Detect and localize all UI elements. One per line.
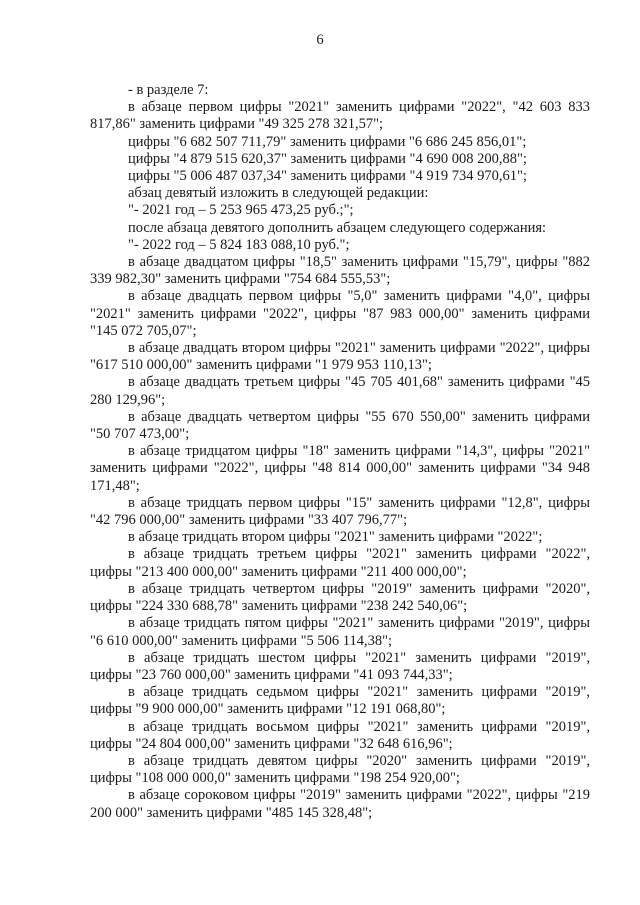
paragraph: цифры "6 682 507 711,79" заменить цифрами "6 686 245 856,01"; [128,133,527,150]
paragraph: в абзаце тридцать шестом цифры "2021" заменить цифрами "2019", цифры "23 760 000,00" заменить цифрами "41 093 744,33"; [90,649,590,683]
paragraph: в абзаце тридцать пятом цифры "2021" заменить цифрами "2019", цифры "6 610 000,00" заменить цифрами "5 506 114,38"; [90,615,590,649]
paragraph: после абзаца девятого дополнить абзацем следующего содержания: [128,219,547,236]
paragraph-section-heading: - в разделе 7: [128,82,209,98]
paragraph: в абзаце тридцать восьмом цифры "2021" заменить цифрами "2019", цифры "24 804 000,00" заменить цифрами "32 648 616,96"; [90,718,590,752]
paragraph: в абзаце тридцать четвертом цифры "2019" заменить цифрами "2020", цифры "224 330 688,78" заменить цифрами "238 242 540,06"; [90,580,590,615]
paragraph: в абзаце тридцатом цифры "18" заменить цифрами "14,3", цифры "2021" заменить цифрами "2022", цифры "48 814 000,00" заменить цифрами "34 948 171,48"; [90,443,590,494]
paragraph: "- 2022 год – 5 824 183 088,10 руб."; [128,236,350,253]
paragraph: в абзаце двадцатом цифры "18,5" заменить цифрами "15,79", цифры "882 339 982,30" заменить цифрами "754 684 555,53"; [90,254,590,288]
paragraph: в абзаце тридцать втором цифры "2021" заменить цифрами "2022"; [128,529,543,546]
paragraph: "- 2021 год – 5 253 965 473,25 руб.;"; [128,202,354,219]
paragraph: абзац девятый изложить в следующей редакции: [128,185,429,202]
page-number: 6 [316,32,324,48]
paragraph: в абзаце двадцать четвертом цифры "55 670 550,00" заменить цифрами "50 707 473,00"; [90,408,590,443]
document-body [90,82,590,822]
paragraph: в абзаце тридцать девятом цифры "2020" заменить цифрами "2019", цифры "108 000 000,0" заменить цифрами "198 254 920,00"; [90,752,590,787]
paragraph: в абзаце двадцать третьем цифры "45 705 401,68" заменить цифрами "45 280 129,96"; [90,374,590,408]
paragraph: в абзаце тридцать первом цифры "15" заменить цифрами "12,8", цифры "42 796 000,00" заменить цифрами "33 407 796,77"; [90,494,590,529]
paragraph: в абзаце двадцать втором цифры "2021" заменить цифрами "2022", цифры "617 510 000,00" заменить цифрами "1 979 953 110,13"; [90,340,590,374]
paragraph: цифры "5 006 487 037,34" заменить цифрами "4 919 734 970,61"; [128,168,527,185]
paragraph: в абзаце тридцать седьмом цифры "2021" заменить цифрами "2019", цифры "9 900 000,00" заменить цифрами "12 191 068,80"; [90,684,590,718]
paragraph: в абзаце тридцать третьем цифры "2021" заменить цифрами "2022", цифры "213 400 000,00" заменить цифрами "211 400 000,00"; [90,546,590,580]
paragraph: в абзаце первом цифры "2021" заменить цифрами "2022", "42 603 833 817,86" заменить цифрами "49 325 278 321,57"; [90,99,590,133]
paragraph: в абзаце двадцать первом цифры "5,0" заменить цифрами "4,0", цифры "2021" заменить цифрами "2022", цифры "87 983 000,00" заменить цифрами "145 072 705,07"; [90,288,590,339]
paragraph: цифры "4 879 515 620,37" заменить цифрами "4 690 008 200,88"; [128,150,527,167]
paragraph: в абзаце сороковом цифры "2019" заменить цифрами "2022", цифры "219 200 000" заменить цифрами "485 145 328,48"; [90,787,590,821]
